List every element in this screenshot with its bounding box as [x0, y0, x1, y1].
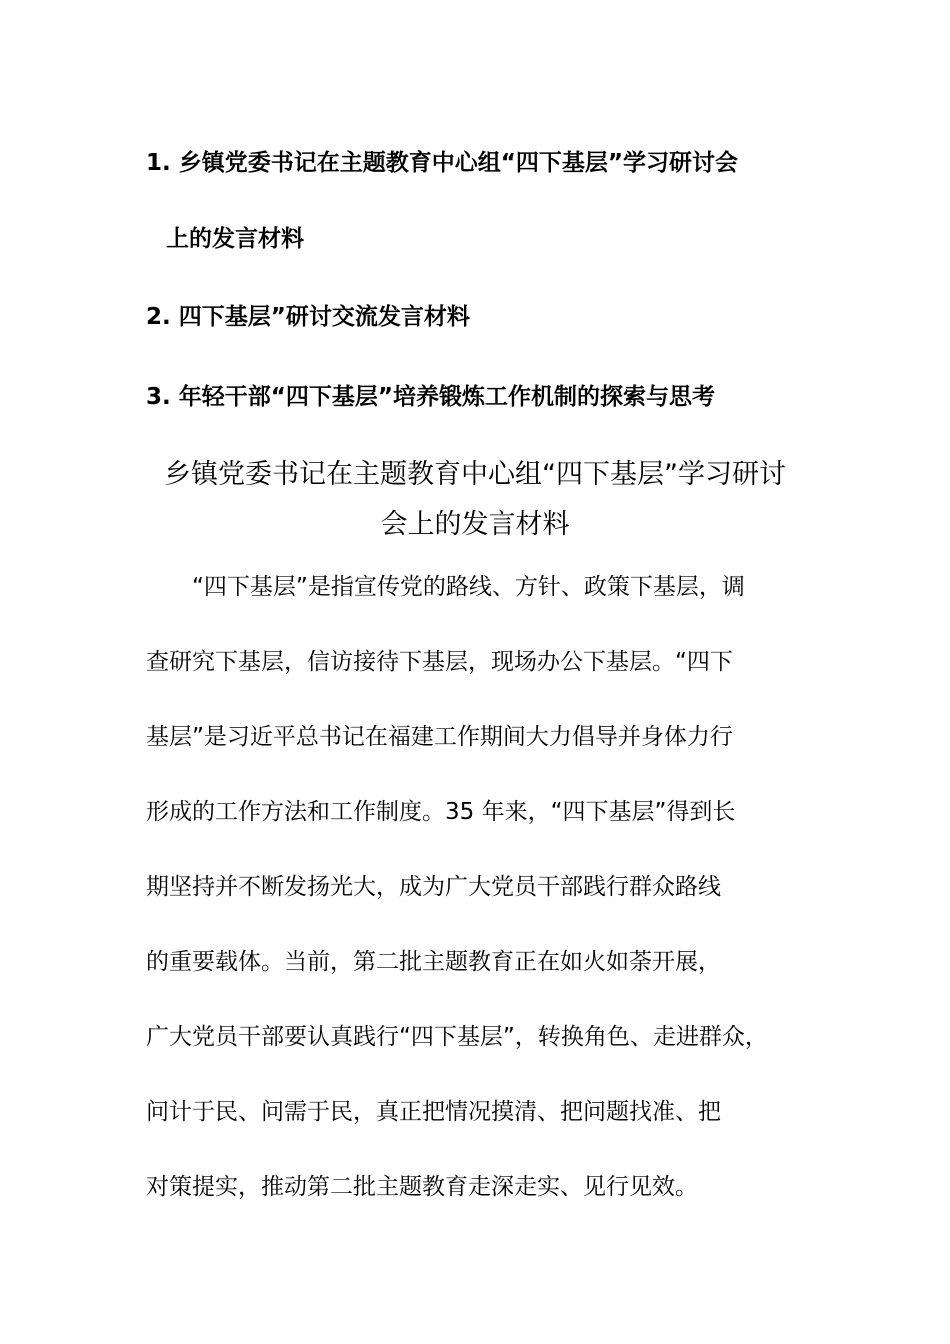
paragraph-line-5: 期坚持并不断发扬光大，成为广大党员干部践行群众路线 [146, 874, 721, 900]
toc-item-1: 1. 乡镇党委书记在主题教育中心组“四下基层”学习研讨会 [146, 150, 738, 176]
paragraph-line-3: 基层”是习近平总书记在福建工作期间大力倡导并身体力行 [146, 724, 733, 750]
paragraph-line-1: “四下基层”是指宣传党的路线、方针、政策下基层，调 [192, 574, 745, 600]
document-title-line-2: 会上的发言材料 [380, 509, 570, 540]
paragraph-line-7: 广大党员干部要认真践行“四下基层”，转换角色、走进群众， [146, 1024, 768, 1050]
paragraph-line-6: 的重要载体。当前，第二批主题教育正在如火如荼开展， [146, 949, 721, 975]
paragraph-line-9: 对策提实，推动第二批主题教育走深走实、见行见效。 [146, 1174, 698, 1200]
paragraph-line-2: 查研究下基层，信访接待下基层，现场办公下基层。“四下 [146, 649, 733, 675]
toc-item-2: 2. 四下基层”研讨交流发言材料 [146, 304, 470, 330]
paragraph-line-4: 形成的工作方法和工作制度。35 年来，“四下基层”得到长 [146, 799, 736, 825]
toc-item-3: 3. 年轻干部“四下基层”培养锻炼工作机制的探索与思考 [146, 384, 715, 410]
paragraph-line-8: 问计于民、问需于民，真正把情况摸清、把问题找准、把 [146, 1099, 721, 1125]
document-title-line-1: 乡镇党委书记在主题教育中心组“四下基层”学习研讨 [164, 459, 786, 490]
toc-item-1-continued: 上的发言材料 [166, 226, 304, 252]
